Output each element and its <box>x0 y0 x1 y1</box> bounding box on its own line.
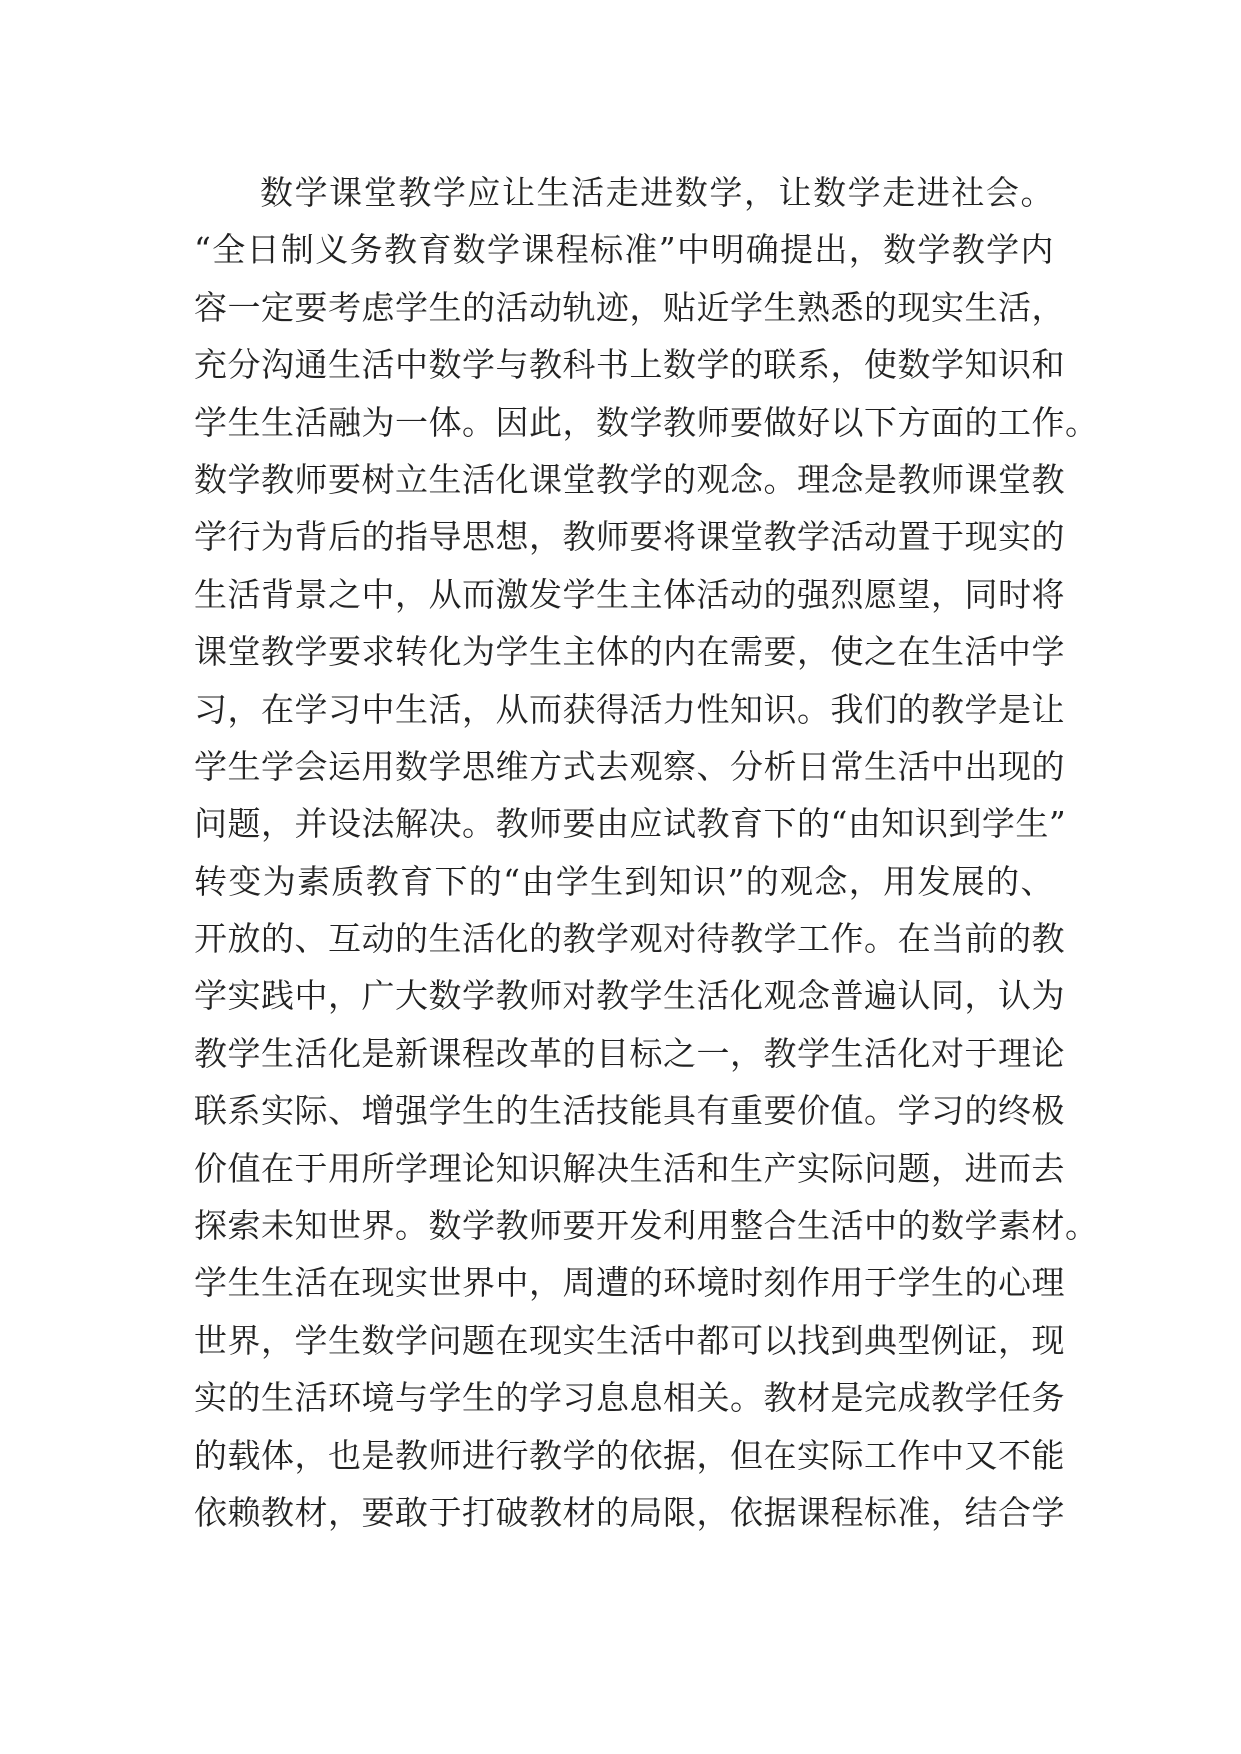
text-line: 的载体，也是教师进行教学的依据，但在实际工作中又不能 <box>194 1435 1065 1475</box>
text-line: 问题，并设法解决。教师要由应试教育下的“由知识到学生” <box>194 804 1067 844</box>
text-line: 数学课堂教学应让生活走进数学，让数学走进社会。 <box>260 173 1054 212</box>
text-line: 联系实际、增强学生的生活技能具有重要价值。学习的终极 <box>194 1091 1065 1131</box>
text-line: 教学生活化是新课程改革的目标之一，教学生活化对于理论 <box>194 1033 1065 1073</box>
body-text <box>194 164 1099 1541</box>
text-line: 容一定要考虑学生的活动轨迹，贴近学生熟悉的现实生活， <box>194 287 1065 327</box>
text-line: 价值在于用所学理论知识解决生活和生产实际问题，进而去 <box>194 1148 1065 1188</box>
text-line: 依赖教材，要敢于打破教材的局限，依据课程标准，结合学 <box>194 1492 1065 1532</box>
text-line: 实的生活环境与学生的学习息息相关。教材是完成教学任务 <box>194 1378 1065 1418</box>
text-line: 习，在学习中生活，从而获得活力性知识。我们的教学是让 <box>194 689 1065 729</box>
text-line: 学生学会运用数学思维方式去观察、分析日常生活中出现的 <box>194 746 1065 786</box>
text-line: 生活背景之中，从而激发学生主体活动的强烈愿望，同时将 <box>194 574 1065 614</box>
text-line: 转变为素质教育下的“由学生到知识”的观念，用发展的、 <box>194 861 1054 901</box>
text-line: 学生生活在现实世界中，周遭的环境时刻作用于学生的心理 <box>194 1263 1065 1303</box>
text-line: 学生生活融为一体。因此，数学教师要做好以下方面的工作。 <box>194 402 1099 442</box>
text-line: 数学教师要树立生活化课堂教学的观念。理念是教师课堂教 <box>194 459 1065 499</box>
text-line: 开放的、互动的生活化的教学观对待教学工作。在当前的教 <box>194 919 1065 959</box>
text-line: “全日制义务教育数学课程标准”中明确提出，数学教学内 <box>194 230 1054 270</box>
text-line: 学实践中，广大数学教师对教学生活化观念普遍认同，认为 <box>194 976 1065 1016</box>
text-line: 探索未知世界。数学教师要开发利用整合生活中的数学素材。 <box>194 1206 1099 1246</box>
text-line: 学行为背后的指导思想，教师要将课堂教学活动置于现实的 <box>194 517 1065 557</box>
text-line: 充分沟通生活中数学与教科书上数学的联系，使数学知识和 <box>194 345 1065 385</box>
text-line: 课堂教学要求转化为学生主体的内在需要，使之在生活中学 <box>194 632 1065 672</box>
text-line: 世界，学生数学问题在现实生活中都可以找到典型例证，现 <box>194 1320 1065 1360</box>
